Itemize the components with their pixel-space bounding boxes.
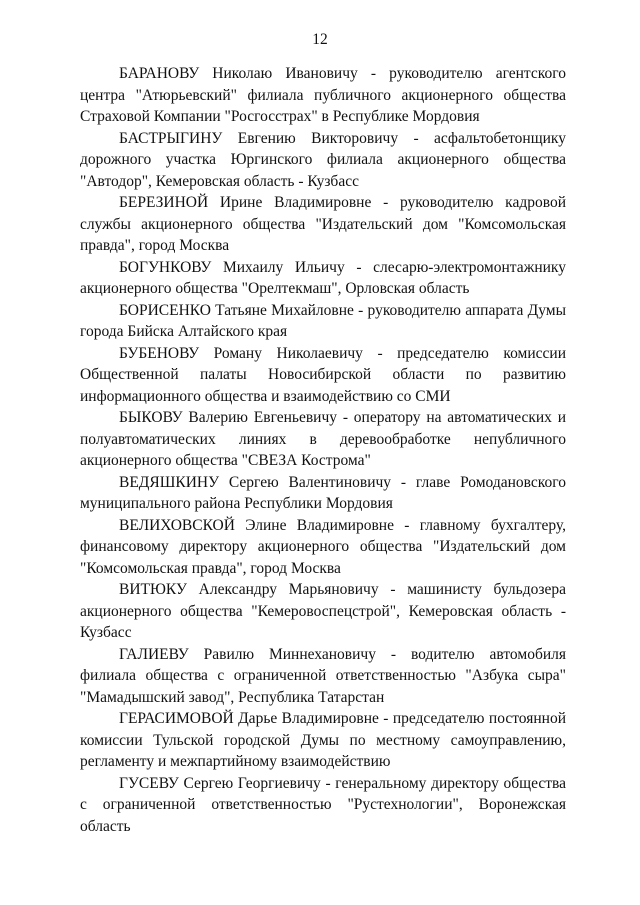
award-entry-bogunkov: БОГУНКОВУ Михаилу Ильичу - слесарю-электромонтажнику акционерного общества "Орелтекмаш", Орловская область [80, 258, 566, 297]
page-number: 12 [312, 31, 328, 48]
award-entry-bubenov: БУБЕНОВУ Роману Николаевичу - председателю комиссии Общественной палаты Новосибирской области по развитию информационного общества и взаимодействию со СМИ [80, 344, 566, 405]
award-list [80, 63, 566, 837]
award-entry-bastrygin: БАСТРЫГИНУ Евгению Викторовичу - асфальтобетонщику дорожного участка Юргинского филиала акционерного общества "Автодор", Кемеровская область - Кузбасс [80, 129, 566, 190]
award-entry-berezina: БЕРЕЗИНОЙ Ирине Владимировне - руководителю кадровой службы акционерного общества "Издательский дом "Комсомольская правда", город Москва [80, 194, 566, 254]
award-entry-baranov: БАРАНОВУ Николаю Ивановичу - руководителю агентского центра "Атюрьевский" филиала публичного акционерного общества Страховой Компании "Росгосстрах" в Республике Мордовия [80, 65, 566, 125]
award-entry-galiev: ГАЛИЕВУ Равилю Миннехановичу - водителю автомобиля филиала общества с ограниченной ответственностью "Азбука сыра" "Мамадышский завод", Республика Татарстан [80, 645, 566, 706]
award-entry-borisenko: БОРИСЕНКО Татьяне Михайловне - руководителю аппарата Думы города Бийска Алтайского края [80, 301, 566, 340]
award-entry-vityuk: ВИТЮКУ Александру Марьяновичу - машинисту бульдозера акционерного общества "Кемеровоспецстрой", Кемеровская область - Кузбасс [80, 581, 566, 641]
award-entry-velikhovskaya: ВЕЛИХОВСКОЙ Элине Владимировне - главному бухгалтеру, финансовому директору акционерного общества "Издательский дом "Комсомольская правда", город Москва [80, 516, 566, 577]
award-entry-bykov: БЫКОВУ Валерию Евгеньевичу - оператору на автоматических и полуавтоматических линиях в деревообработке непубличного акционерного общества "СВЕЗА Кострома" [80, 409, 566, 469]
award-entry-gusev: ГУСЕВУ Сергею Георгиевичу - генеральному директору общества с ограниченной ответственностью "Рустехнологии", Воронежская область [80, 774, 566, 835]
award-entry-gerasimova: ГЕРАСИМОВОЙ Дарье Владимировне - председателю постоянной комиссии Тульской городской Думы по местному самоуправлению, регламенту и межпартийному взаимодействию [80, 710, 566, 770]
award-entry-vedyashkin: ВЕДЯШКИНУ Сергею Валентиновичу - главе Ромодановского муниципального района Республики Мордовия [80, 473, 566, 512]
